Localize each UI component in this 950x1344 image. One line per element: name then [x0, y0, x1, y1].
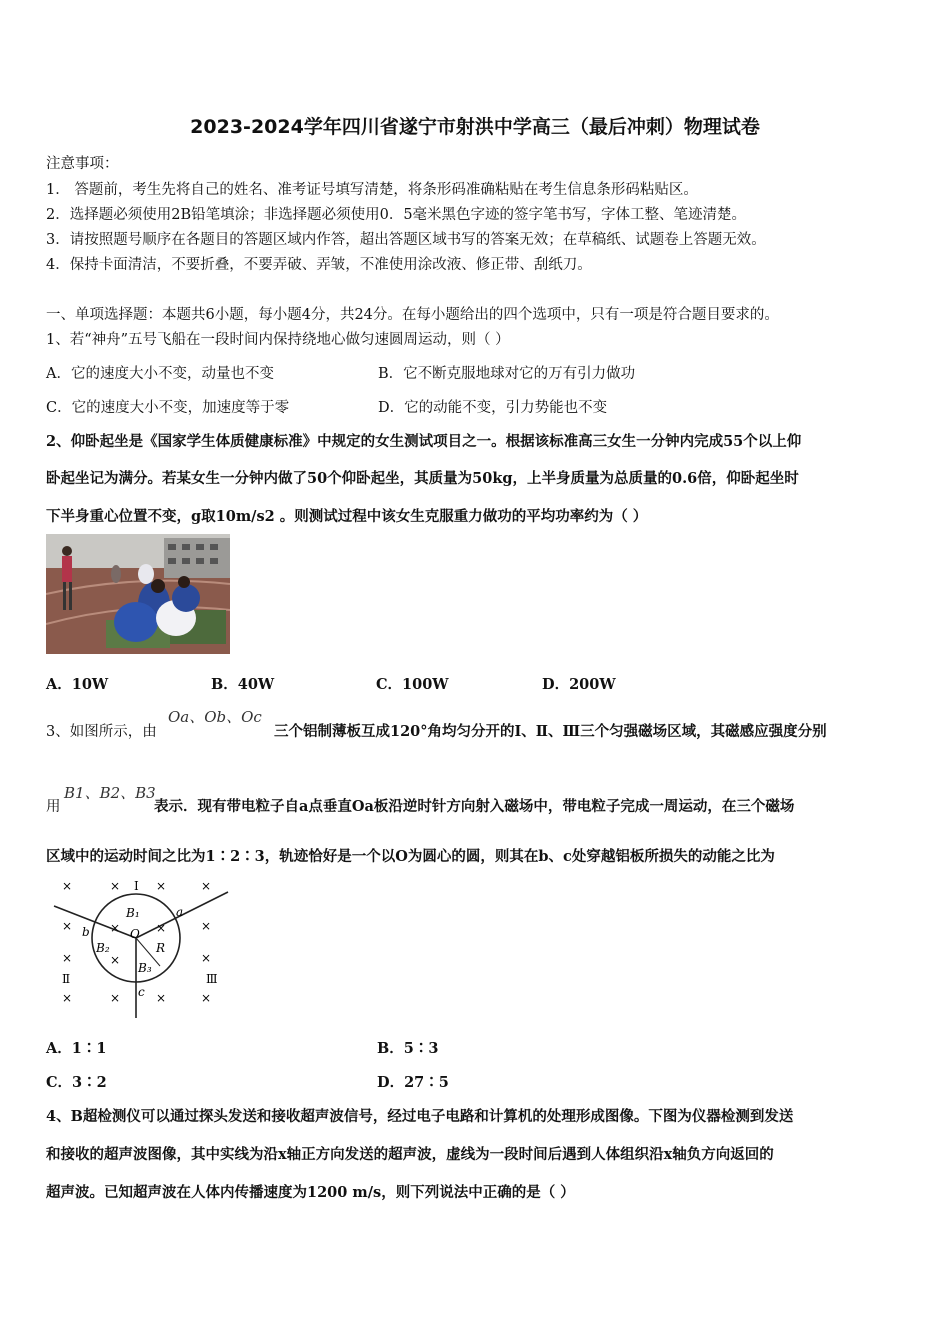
field-cross: × [201, 991, 212, 1005]
field-cross: × [110, 953, 121, 967]
notice-item-2: 2．选择题必须使用2B铅笔填涂；非选择题必须使用0．5毫米黑色字迹的签字笔书写，字体工整、笔迹清楚。 [46, 207, 747, 223]
region-2-label: Ⅱ [62, 972, 71, 986]
magnetic-field-diagram [46, 872, 236, 1022]
q1-option-b: B．它不断克服地球对它的万有引力做功 [378, 366, 636, 382]
notice-item-3: 3．请按照题号顺序在各题目的答题区域内作答，超出答题区域书写的答案无效；在草稿纸、试题卷上答题无效。 [46, 232, 766, 248]
q3-line-3: 区域中的运动时间之比为1∶2∶3，轨迹恰好是一个以O为圆心的圆，则其在b、c处穿越铝板所损失的动能之比为 [46, 848, 775, 865]
page-title: 2023-2024学年四川省遂宁市射洪中学高三（最后冲刺）物理试卷 [190, 116, 760, 138]
field-cross: × [110, 991, 121, 1005]
point-c-label: c [138, 985, 145, 999]
center-o-label: O [130, 927, 140, 941]
q2-line-1: 2、仰卧起坐是《国家学生体质健康标准》中规定的女生测试项目之一。根据该标准高三女生一分钟内完成55个以上仰 [46, 433, 802, 450]
situp-photo [46, 534, 230, 654]
field-cross: × [62, 879, 73, 893]
radius-label: R [156, 941, 166, 955]
point-a-label: a [176, 905, 184, 919]
q1-option-d: D．它的动能不变，引力势能也不变 [378, 400, 608, 416]
b2-label: B₂ [96, 941, 110, 955]
q3-line-2-prefix: 用 [46, 799, 61, 815]
q3-option-b: B．5∶3 [377, 1040, 439, 1057]
q2-option-b: B．40W [211, 676, 275, 693]
q2-option-d: D．200W [542, 676, 616, 693]
q4-line-2: 和接收的超声波图像，其中实线为沿x轴正方向发送的超声波，虚线为一段时间后遇到人体组织沿x轴负方向返回的 [46, 1146, 774, 1163]
field-cross: × [62, 951, 73, 965]
q3-option-c: C．3∶2 [46, 1074, 107, 1091]
field-cross: × [201, 919, 212, 933]
q2-line-3: 下半身重心位置不变，g取10m/s2 。则测试过程中该女生克服重力做功的平均功率约为（ ） [46, 508, 648, 525]
q3-option-a: A．1∶1 [46, 1040, 107, 1057]
q3-field-symbols: B1、B2、B3 [64, 784, 156, 802]
q1-option-a: A．它的速度大小不变，动量也不变 [46, 366, 274, 382]
section-heading: 一、单项选择题：本题共6小题，每小题4分，共24分。在每小题给出的四个选项中，只有一项是符合题目要求的。 [46, 307, 779, 323]
q4-line-3: 超声波。已知超声波在人体内传播速度为1200 m/s，则下列说法中正确的是（ ） [46, 1184, 575, 1201]
field-cross: × [110, 921, 121, 935]
q3-plate-symbols: Oa、Ob、Oc [168, 708, 262, 726]
b3-label: B₃ [138, 961, 152, 975]
notice-item-4: 4．保持卡面清洁，不要折叠，不要弄破、弄皱，不准使用涂改液、修正带、刮纸刀。 [46, 257, 592, 273]
q4-line-1: 4、B超检测仪可以通过探头发送和接收超声波信号，经过电子电路和计算机的处理形成图像。下图为仪器检测到发送 [46, 1108, 794, 1125]
notice-heading: 注意事项： [46, 156, 119, 172]
field-cross: × [201, 951, 212, 965]
region-3-label: Ⅲ [206, 972, 218, 986]
q2-option-a: A．10W [46, 676, 109, 693]
field-cross: × [62, 919, 73, 933]
field-cross: × [201, 879, 212, 893]
field-cross: × [62, 991, 73, 1005]
field-cross: × [110, 879, 121, 893]
q3-line-1-prefix: 3、如图所示，由 [46, 724, 157, 740]
q3-line-2-suffix: 表示．现有带电粒子自a点垂直Oa板沿逆时针方向射入磁场中，带电粒子完成一周运动，在三个磁场 [154, 798, 795, 815]
field-cross: × [156, 921, 167, 935]
q3-option-d: D．27∶5 [377, 1074, 449, 1091]
field-cross: × [156, 991, 167, 1005]
point-b-label: b [82, 925, 90, 939]
q2-option-c: C．100W [376, 676, 449, 693]
q1-stem: 1、若“神舟”五号飞船在一段时间内保持绕地心做匀速圆周运动，则（ ） [46, 332, 510, 348]
b1-label: B₁ [126, 906, 140, 920]
q1-option-c: C．它的速度大小不变，加速度等于零 [46, 400, 290, 416]
field-cross: × [156, 879, 167, 893]
region-1-label: Ⅰ [134, 879, 139, 893]
q2-line-2: 卧起坐记为满分。若某女生一分钟内做了50个仰卧起坐，其质量为50kg，上半身质量为总质量的0.6倍，仰卧起坐时 [46, 470, 799, 487]
notice-item-1: 1． 答题前，考生先将自己的姓名、准考证号填写清楚，将条形码准确粘贴在考生信息条形码粘贴区。 [46, 182, 698, 198]
q3-line-1-suffix: 三个铝制薄板互成120°角均匀分开的Ⅰ、Ⅱ、Ⅲ三个匀强磁场区域，其磁感应强度分别 [274, 723, 827, 740]
